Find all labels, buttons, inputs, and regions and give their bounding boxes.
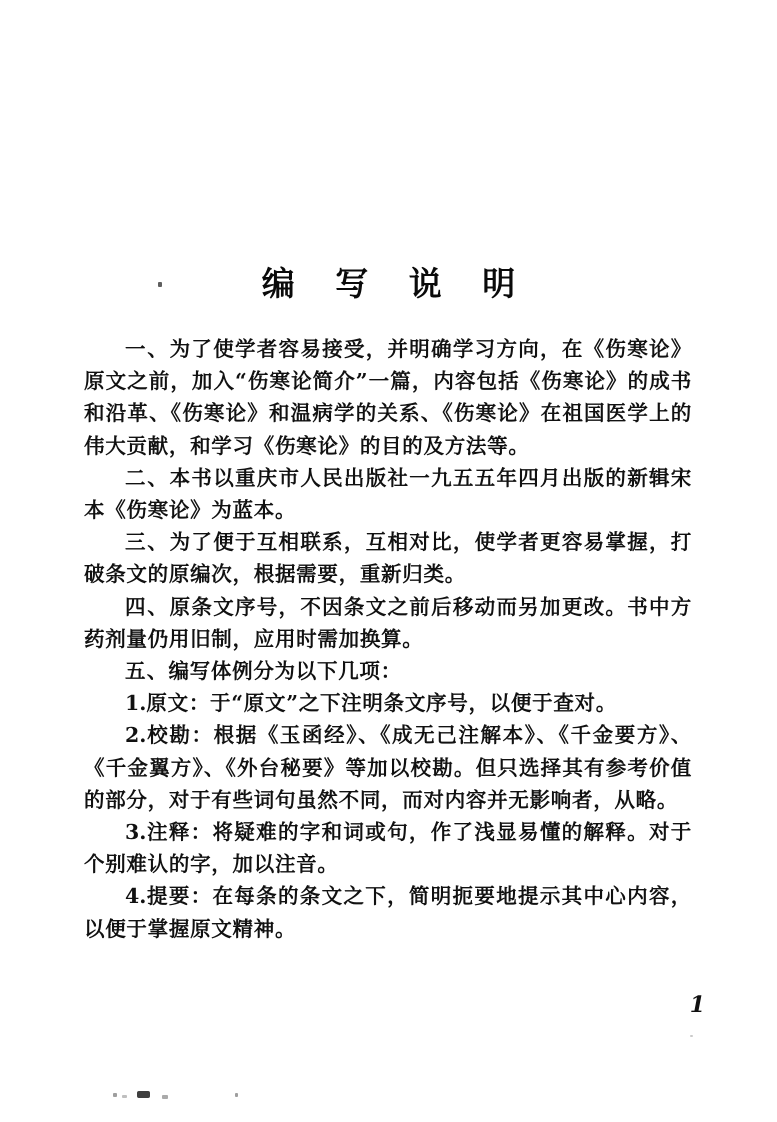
paragraph-4 (84, 591, 692, 655)
paragraph-5-text: 编写体例分为以下几项： (168, 659, 402, 684)
sub-paragraph-2-text: 校勘：根据《玉函经》、《成无己注解本》、《千金要方》、《千金翼方》、《外台秘要》等加以校勘。但只选择其有参考价值的部分，对于有些词句虽然不同，而对内容并无影响者，从略。 (84, 723, 692, 812)
page-title: 编 写 说 明 (261, 264, 530, 304)
paragraph-5-enumerator: 五、 (125, 659, 169, 684)
sub-paragraph-1-text: 原文：于“原文”之下注明条文序号，以便于查对。 (146, 691, 617, 716)
sub-paragraph-3-text: 注释：将疑难的字和词或句，作了浅显易懂的解释。对于个别难认的字，加以注音。 (84, 820, 692, 877)
paragraph-1-text: 为了使学者容易接受，并明确学习方向，在《伤寒论》原文之前，加入“伤寒论简介”一篇，内容包括《伤寒论》的成书和沿革、《伤寒论》和温病学的关系、《伤寒论》在祖国医学上的伟大贡献，和学习《伤寒论》的目的及方法等。 (84, 337, 692, 458)
sub-paragraph-1-enumerator: 1. (125, 691, 147, 716)
sub-paragraph-1 (84, 687, 692, 719)
paragraph-1 (84, 333, 692, 462)
sub-paragraph-4 (84, 880, 692, 944)
paragraph-2 (84, 462, 692, 526)
page-number: 1 (689, 992, 705, 1018)
paragraph-3 (84, 526, 692, 590)
sub-paragraph-3-enumerator: 3. (125, 820, 147, 845)
body-text-block (84, 333, 692, 945)
scan-artifact-speck (690, 1035, 693, 1037)
scan-artifact-speck (158, 282, 162, 287)
scan-artifact-speck (113, 1093, 117, 1097)
paragraph-3-enumerator: 三、 (125, 530, 170, 555)
sub-paragraph-2 (84, 719, 692, 816)
paragraph-4-text: 原条文序号，不因条文之前后移动而另加更改。书中方药剂量仍用旧制，应用时需加换算。 (84, 594, 692, 651)
scan-artifact-speck (162, 1095, 168, 1099)
paragraph-3-text: 为了便于互相联系，互相对比，使学者更容易掌握，打破条文的原编次，根据需要，重新归类。 (84, 530, 692, 587)
sub-paragraph-3 (84, 816, 692, 880)
paragraph-1-enumerator: 一、 (125, 337, 170, 361)
scan-artifact-speck (235, 1093, 238, 1097)
sub-paragraph-4-enumerator: 4. (125, 884, 147, 909)
scan-artifact-speck (122, 1095, 127, 1098)
paragraph-5 (84, 655, 692, 687)
paragraph-2-enumerator: 二、 (125, 465, 170, 490)
scan-artifact-speck (137, 1091, 150, 1098)
sub-paragraph-4-text: 提要：在每条的条文之下，简明扼要地提示其中心内容，以便于掌握原文精神。 (84, 884, 692, 941)
paragraph-4-enumerator: 四、 (125, 594, 170, 619)
paragraph-2-text: 本书以重庆市人民出版社一九五五年四月出版的新辑宋本《伤寒论》为蓝本。 (84, 465, 692, 523)
sub-paragraph-2-enumerator: 2. (125, 723, 147, 748)
